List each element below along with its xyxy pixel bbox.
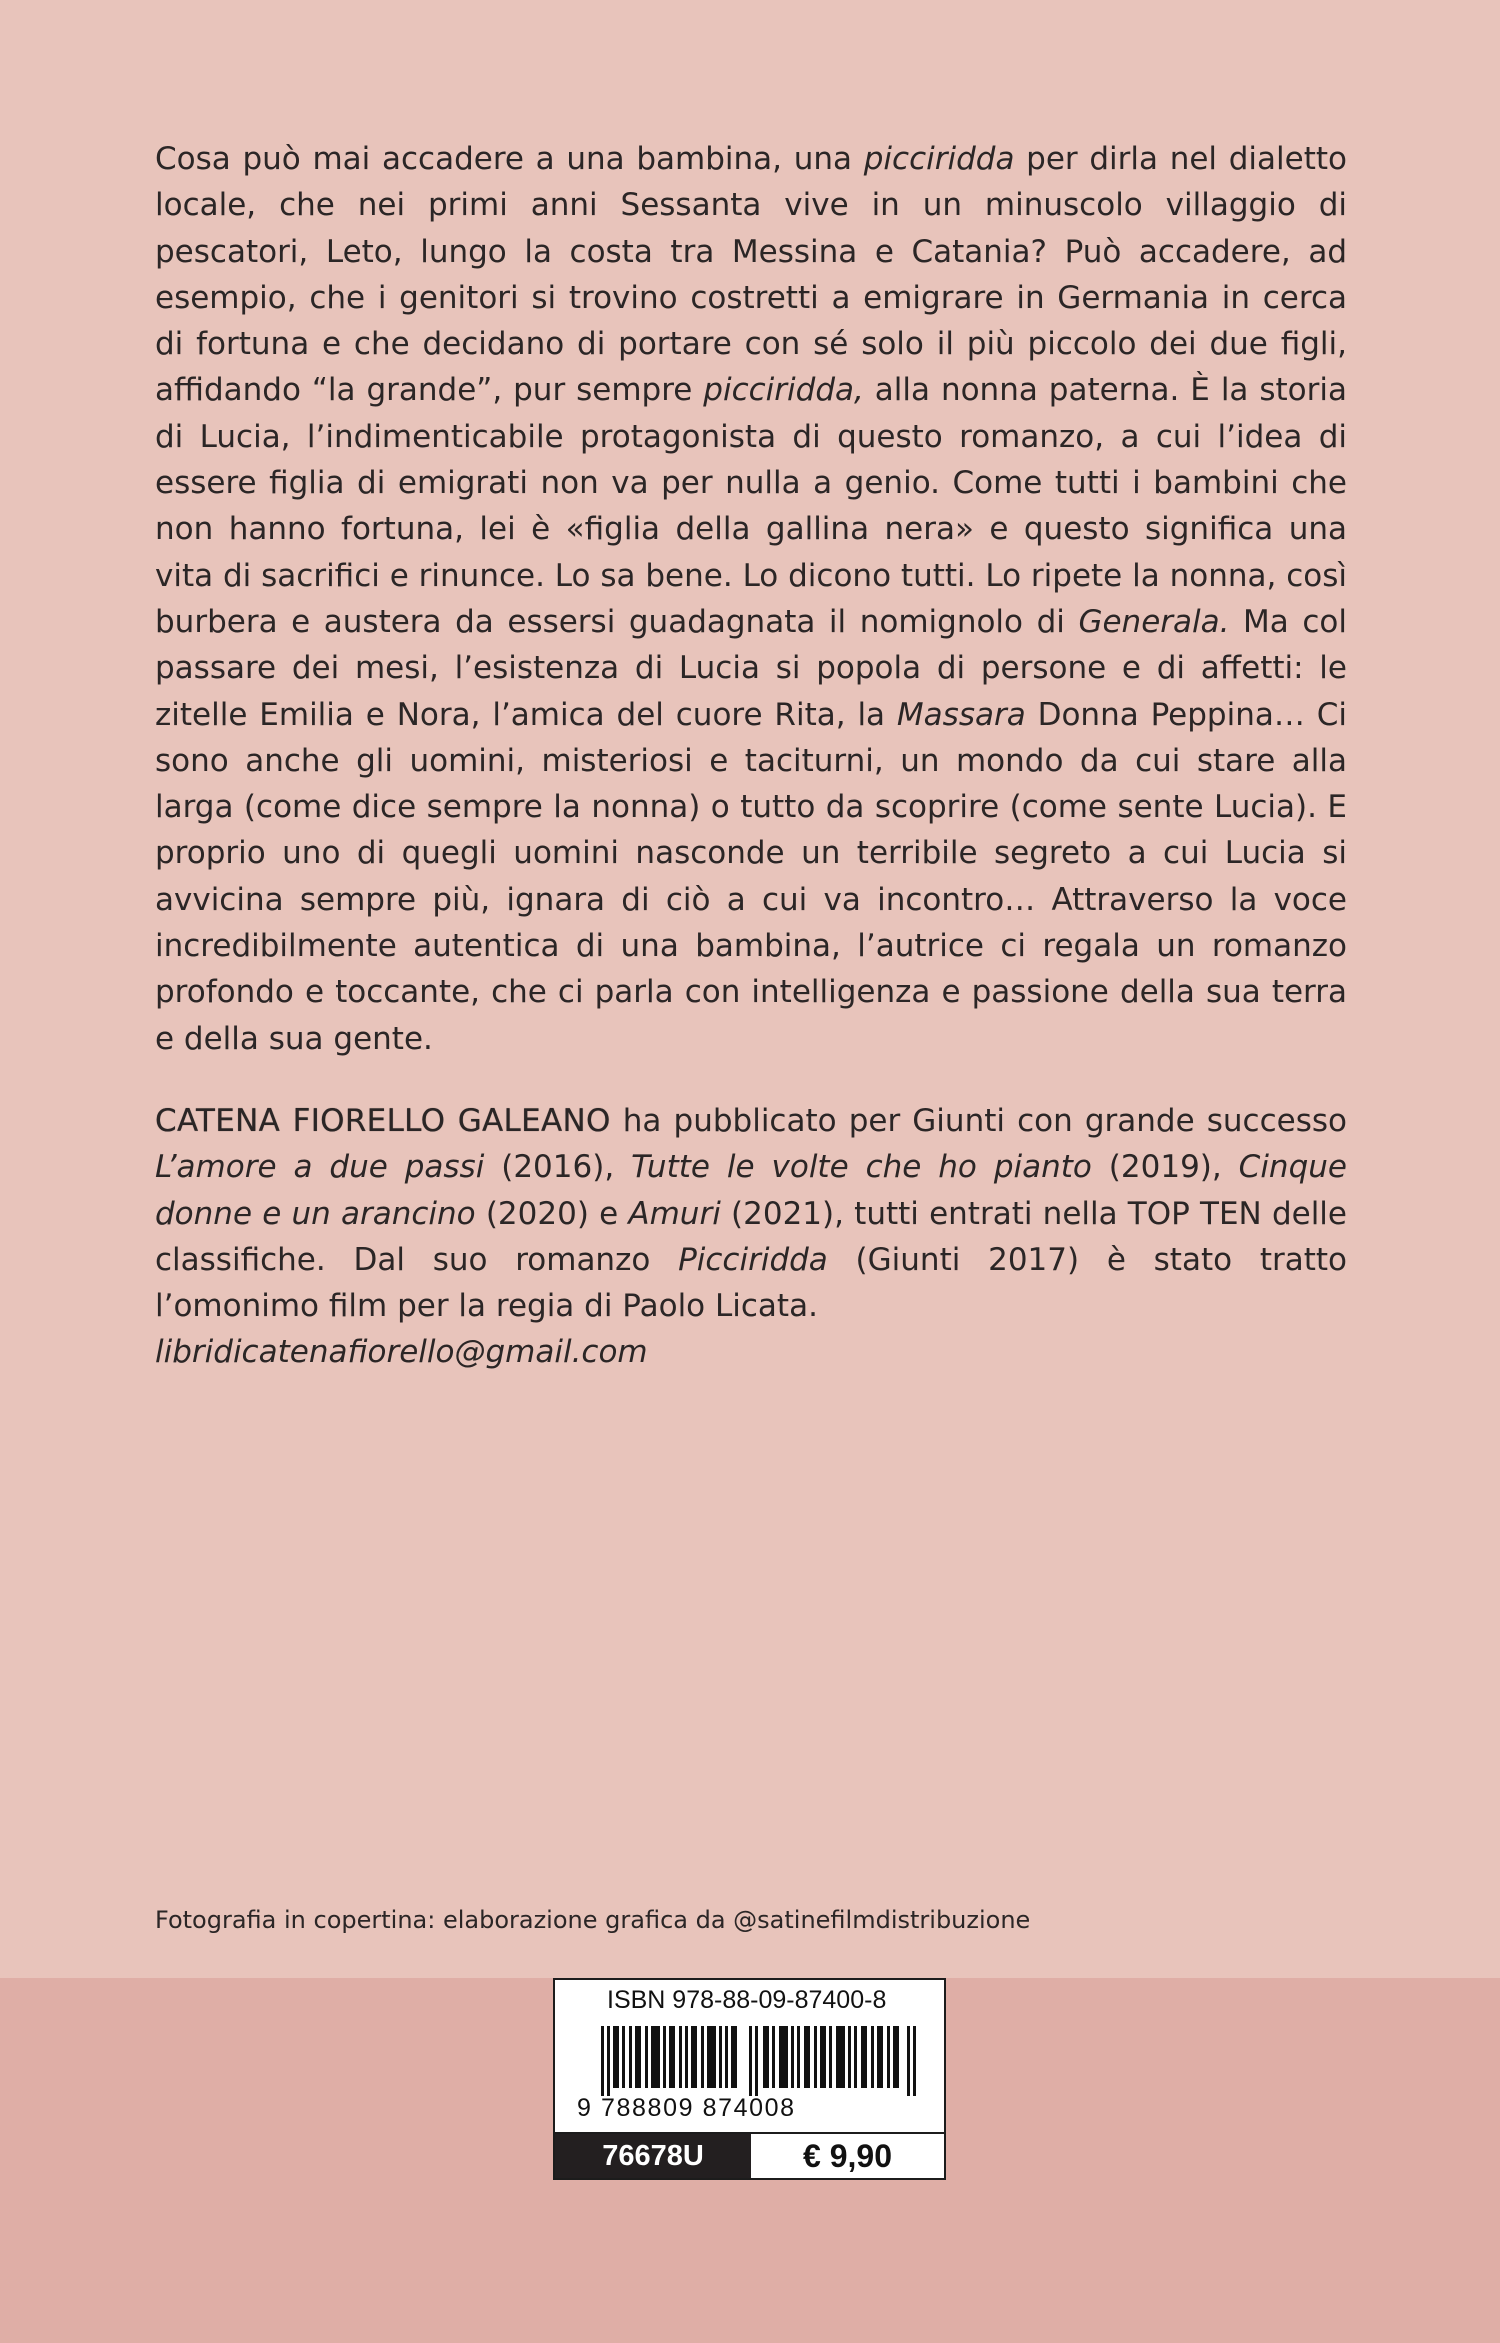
book-title: Cinque donne e un arancino: [155, 1149, 1347, 1232]
book-title: Picciridda: [678, 1241, 828, 1278]
blurb-text: Ma col passare dei mesi, l’esistenza di Lucia si popola di persone e di affetti: le zitelle Emilia e Nora, l’amica del cuore Rita, la: [155, 603, 1347, 733]
bio-text: (2021), tutti entrati nella TOP TEN delle classifiche. Dal suo romanzo: [155, 1195, 1347, 1278]
product-code: 76678U: [555, 2134, 751, 2178]
bio-text: (2016),: [484, 1149, 632, 1186]
book-title: L’amore a due passi: [155, 1149, 485, 1186]
blurb-italic-word: Generala.: [1078, 603, 1230, 640]
bio-text: (2020) e: [475, 1195, 629, 1232]
author-bio: [155, 1098, 1347, 1329]
book-title: Amuri: [628, 1195, 721, 1232]
blurb-text: Cosa può mai accadere a una bambina, una: [155, 141, 864, 177]
blurb-italic-word: picciridda,: [703, 372, 864, 409]
book-title: Tutte le volte che ho pianto: [631, 1149, 1092, 1186]
photo-credit: Fotografia in copertina: elaborazione grafica da @satinefilmdistribuzione: [155, 1906, 1031, 1934]
bio-text: ha pubblicato per Giunti con grande successo: [610, 1102, 1347, 1139]
barcode-digits: 9 788809 874008: [577, 2094, 796, 2122]
bio-text: (2019),: [1091, 1149, 1239, 1186]
isbn-text: ISBN 978-88-09-87400-8: [607, 1986, 887, 2014]
main-content: [155, 136, 1347, 1376]
blurb-text: alla nonna paterna. È la storia di Lucia, l’indimenticabile protagonista di questo romanzo, a cui l’idea di essere figlia di emigrati non va per nulla a genio. Come tutti i bambini che non hanno fortuna, lei è «figlia della gallina nera» e questo significa una vita di sacrifici e rinunce. Lo sa bene. Lo dicono tutti. Lo ripete la nonna, così burbera e austera da essersi guadagnata il nomignolo di: [155, 372, 1347, 640]
author-name: CATENA FIORELLO GALEANO: [155, 1102, 611, 1139]
barcode-footer: [555, 2132, 944, 2178]
author-email[interactable]: libridicatenafiorello@gmail.com: [155, 1334, 648, 1371]
barcode-label: [553, 1978, 946, 2180]
price-label: € 9,90: [803, 2137, 892, 2174]
blurb-italic-word: picciridda: [863, 141, 1015, 177]
blurb-text: per dirla nel dialetto locale, che nei primi anni Sessanta vive in un minuscolo villaggio di pescatori, Leto, lungo la costa tra Messina e Catania? Può accadere, ad esempio, che i genitori si trovino costretti a emigrare in Germania in cerca di fortuna e che decidano di portare con sé solo il più piccolo dei due figli, affidando “la grande”, pur sempre: [155, 141, 1347, 409]
book-blurb: [155, 136, 1347, 1062]
bio-text: (Giunti 2017) è stato tratto l’omonimo film per la regia di Paolo Licata.: [155, 1241, 1348, 1325]
barcode-icon: [601, 2026, 919, 2096]
blurb-italic-word: Massara: [896, 696, 1026, 733]
blurb-text: Donna Peppina… Ci sono anche gli uomini, misteriosi e taciturni, un mondo da cui stare alla larga (come dice sempre la nonna) o tutto da scoprire (come sente Lucia). E proprio uno di quegli uomini nasconde un terribile segreto a cui Lucia si avvicina sempre più, ignara di ciò a cui va incontro… Attraverso la voce incredibilmente autentica di una bambina, l’autrice ci regala un romanzo profondo e toccante, che ci parla con intelligenza e passione della sua terra e della sua gente.: [155, 696, 1347, 1057]
